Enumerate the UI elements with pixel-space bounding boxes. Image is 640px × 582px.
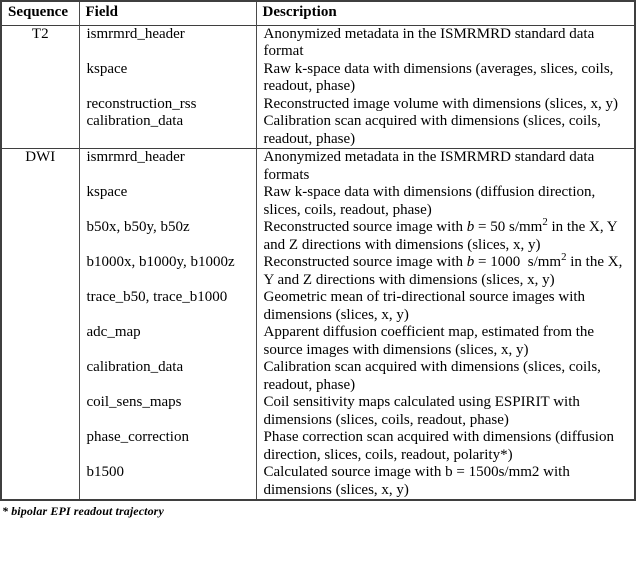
field-name: calibration_data (86, 359, 184, 375)
description-column-cell (256, 25, 635, 149)
description-row (257, 324, 635, 359)
description-row (257, 61, 635, 96)
description-row (257, 289, 635, 324)
description-text: Raw k-space data with dimensions (diffusion direction, slices, coils, readout, phase) (263, 184, 596, 218)
description-text: Calibration scan acquired with dimensions (slices, coils, readout, phase) (263, 113, 601, 147)
description-row (257, 184, 635, 219)
field-row (80, 96, 256, 114)
description-text: Phase correction scan acquired with dimensions (diffusion direction, slices, coils, readout, polarity*) (263, 429, 614, 463)
table-header-row (1, 1, 635, 25)
field-name: b1000x, b1000y, b1000z (86, 254, 235, 270)
column-header-sequence: Sequence (1, 1, 79, 25)
field-name: adc_map (86, 324, 141, 340)
field-row (80, 149, 256, 184)
description-row (257, 359, 635, 394)
table-body (1, 25, 635, 500)
description-text: Calculated source image with b = 1500s/mm2 with dimensions (slices, x, y) (263, 464, 570, 498)
field-row (80, 289, 256, 324)
description-text: Calibration scan acquired with dimensions (slices, coils, readout, phase) (263, 359, 601, 393)
field-name: kspace (86, 184, 128, 200)
sequence-cell (1, 149, 79, 501)
description-row (257, 26, 635, 61)
table-section-row (1, 25, 635, 149)
description-text: Reconstructed source image with b = 50 $s/mm^2$ in the X, Y and Z directions with dimensions (slices, x, y) (263, 216, 618, 253)
description-row (257, 254, 635, 289)
field-row (80, 254, 256, 289)
field-row (80, 184, 256, 219)
field-name: b1500 (86, 464, 124, 480)
field-name: kspace (86, 60, 128, 77)
field-name: reconstruction_rss (86, 95, 197, 112)
field-name: trace_b50, trace_b1000 (86, 289, 228, 305)
description-row (257, 464, 635, 499)
description-text: Apparent diffusion coefficient map, estimated from the source images with dimensions (slices, x, y) (263, 324, 595, 358)
field-name: ismrmrd_header (86, 25, 185, 42)
field-name: phase_correction (86, 429, 189, 445)
sequence-label: T2 (31, 25, 49, 42)
table-section-row (1, 149, 635, 501)
field-column-cell (79, 25, 256, 149)
description-row (257, 394, 635, 429)
description-row (257, 219, 635, 254)
sequence-cell (1, 25, 79, 149)
field-row (80, 113, 256, 148)
description-text: Geometric mean of tri-directional source images with dimensions (slices, x, y) (263, 289, 586, 323)
field-row (80, 61, 256, 96)
table-footnote: * bipolar EPI readout trajectory (2, 504, 164, 518)
field-row (80, 219, 256, 254)
description-row (257, 429, 635, 464)
description-row (257, 149, 635, 184)
field-name: coil_sens_maps (86, 394, 182, 410)
field-name: ismrmrd_header (86, 149, 185, 165)
field-name: b50x, b50y, b50z (86, 219, 190, 235)
sequence-label: DWI (25, 149, 56, 165)
field-row (80, 394, 256, 429)
description-text: Reconstructed image volume with dimensions (slices, x, y) (263, 95, 619, 112)
description-text: Anonymized metadata in the ISMRMRD standard data formats (263, 149, 595, 183)
column-header-description: Description (256, 1, 635, 25)
field-row (80, 359, 256, 394)
field-column-cell (79, 149, 256, 501)
field-row (80, 464, 256, 499)
description-column-cell (256, 149, 635, 501)
description-text: Coil sensitivity maps calculated using ESPIRIT with dimensions (slices, coils, readout, phase) (263, 394, 580, 428)
description-text: Reconstructed source image with b = 1000 $s/mm^2$ in the X, Y and Z directions with dimensions (slices, x, y) (263, 251, 623, 288)
field-row (80, 26, 256, 61)
table-header (1, 1, 635, 25)
field-row (80, 324, 256, 359)
description-text: Anonymized metadata in the ISMRMRD standard data format (263, 25, 595, 59)
description-row (257, 113, 635, 148)
description-text: Raw k-space data with dimensions (averages, slices, coils, readout, phase) (263, 60, 614, 94)
field-row (80, 429, 256, 464)
field-name: calibration_data (86, 113, 184, 129)
description-row (257, 96, 635, 114)
column-header-field: Field (79, 1, 256, 25)
